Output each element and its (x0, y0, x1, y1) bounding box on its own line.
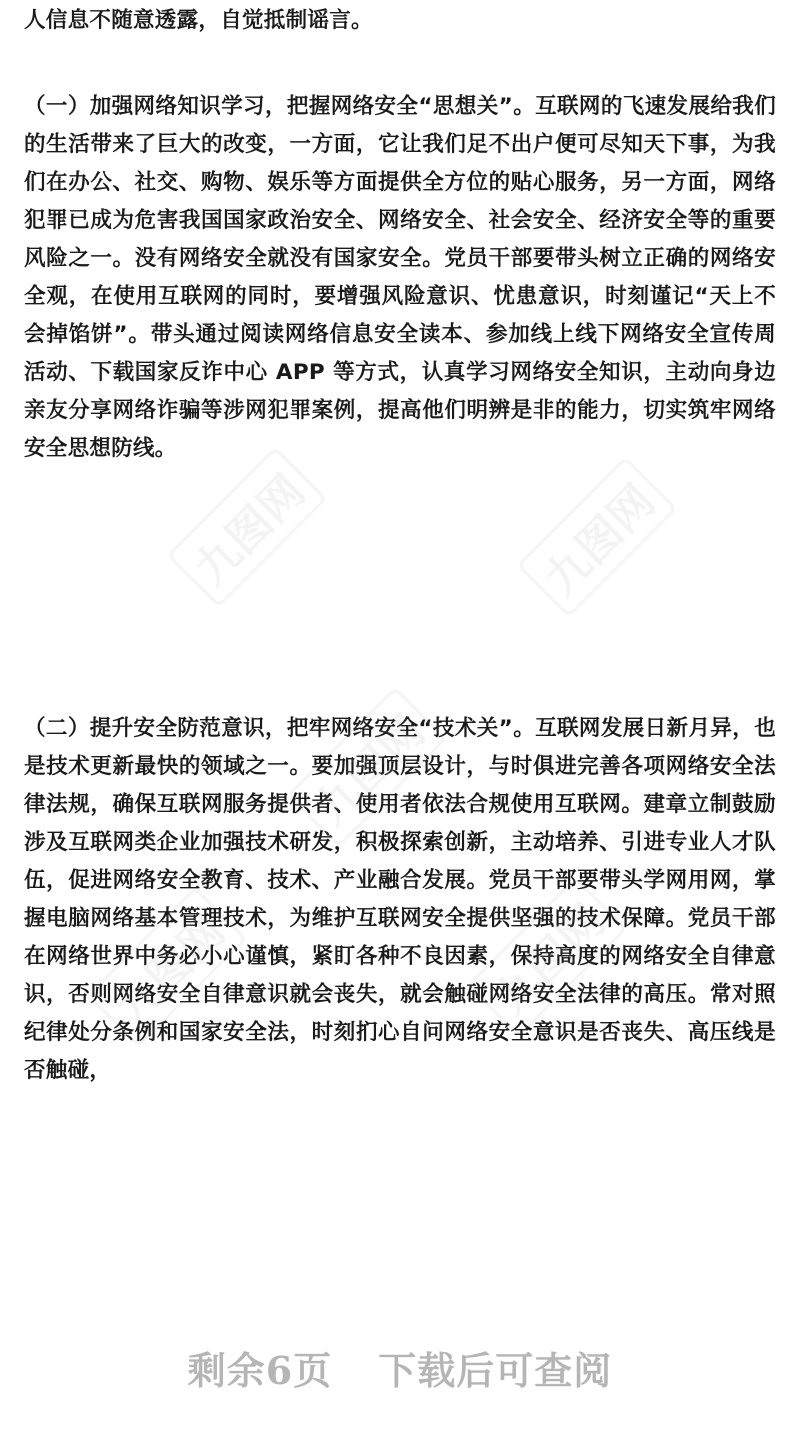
remaining-pages-label: 剩余6页 (187, 1348, 333, 1393)
watermark-logo: 九图网 (466, 876, 627, 1037)
download-prompt-label: 下载后可查阅 (378, 1348, 613, 1393)
watermark-logo: 九图网 (516, 456, 677, 617)
watermark-logo: 九图网 (286, 686, 447, 847)
paragraph-continuation: 人信息不随意透露，自觉抵制谣言。 (24, 8, 373, 33)
paragraph-thought-barrier: （一）加强网络知识学习，把握网络安全“思想关”。互联网的飞速发展给我们的生活带来了巨大的改变，一方面，它让我们足不出户便可尽知天下事，为我们在办公、社交、购物、娱乐等方面提供全方位的贴心服务，另一方面，网络犯罪已成为危害我国国家政治安全、网络安全、社会安全、经济安全等的重要风险之一。没有网络安全就没有国家安全。党员干部要带头树立正确的网络安全观，在使用互联网的同时，要增强风险意识、忧患意识，时刻谨记“天上不会掉馅饼”。带头通过阅读网络信息安全读本、参加线上线下网络安全宣传周活动、下载国家反诈中心 APP 等方式，认真学习网络安全知识，主动向身边亲友分享网络诈骗等涉网犯罪案例，提高他们明辨是非的能力，切实筑牢网络安全思想防线。 (24, 94, 776, 461)
watermark-logo: 九图网 (86, 886, 247, 1047)
paragraph-technology-barrier: （二）提升安全防范意识，把牢网络安全“技术关”。互联网发展日新月异，也是技术更新最快的领域之一。要加强顶层设计，与时俱进完善各项网络安全法律法规，确保互联网服务提供者、使用者依法合规使用互联网。建章立制鼓励涉及互联网类企业加强技术研发，积极探索创新，主动培养、引进专业人才队伍，促进网络安全教育、技术、产业融合发展。党员干部要带头学网用网，掌握电脑网络基本管理技术，为维护互联网安全提供坚强的技术保障。党员干部在网络世界中务必小心谨慎，紧盯各种不良因素，保持高度的网络安全自律意识，否则网络安全自律意识就会丧失，就会触碰网络安全法律的高压。常对照纪律处分条例和国家安全法，时刻扪心自问网络安全意识是否丧失、高压线是否触碰， (24, 716, 776, 1083)
watermark-logo: 九图网 (166, 446, 327, 607)
download-to-read-more-button[interactable] (0, 1340, 800, 1395)
